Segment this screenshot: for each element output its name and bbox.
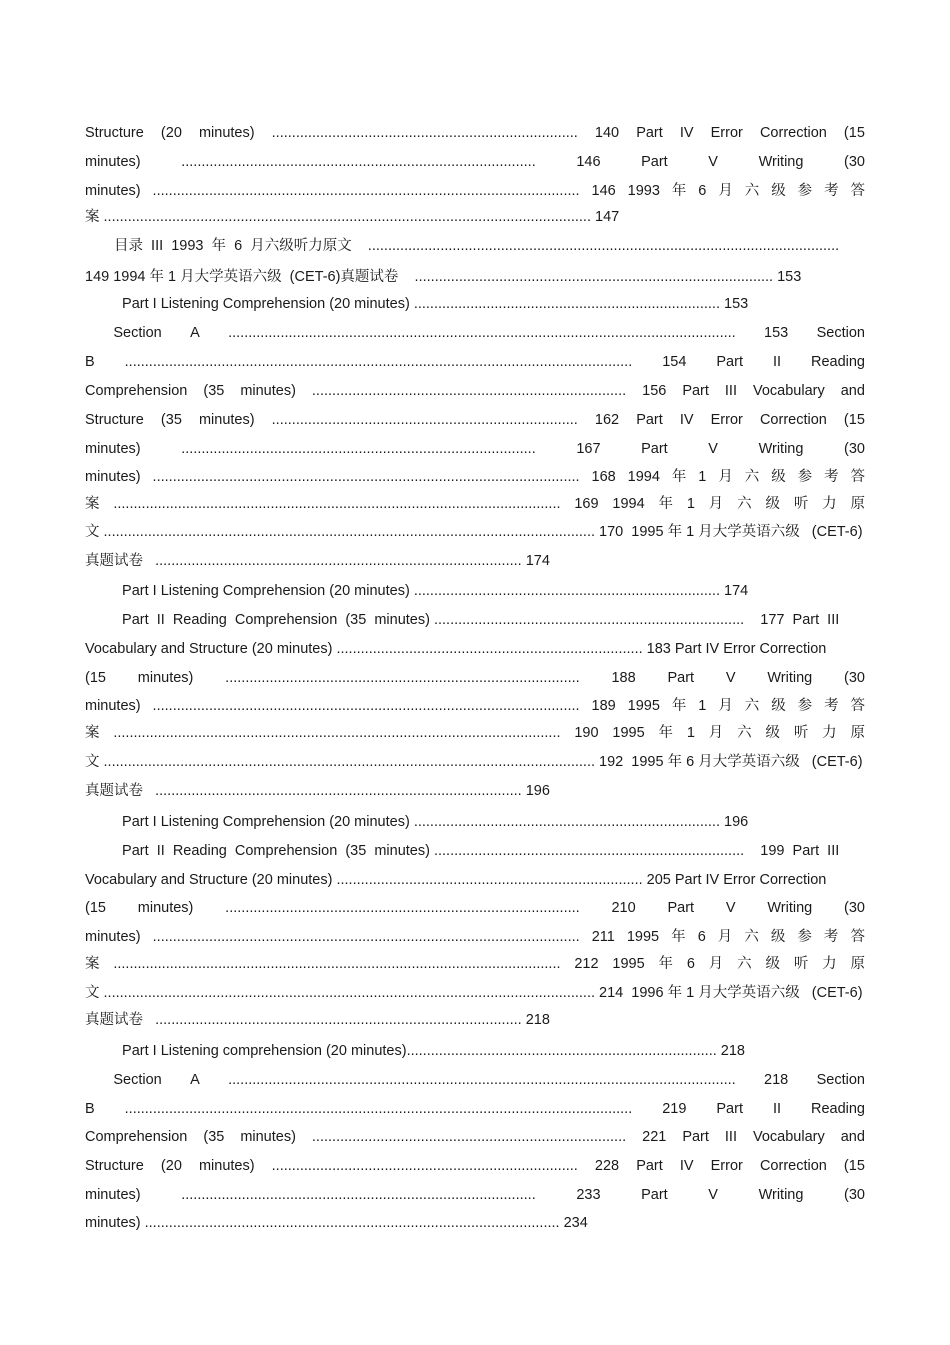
toc-line bbox=[85, 722, 865, 744]
toc-text: minutes) bbox=[85, 469, 141, 485]
toc-text: 答 bbox=[850, 469, 865, 485]
toc-line bbox=[85, 897, 865, 919]
toc-text: .............................................................................. bbox=[311, 1129, 627, 1145]
toc-text: 1994 bbox=[627, 469, 660, 485]
toc-text: Section bbox=[113, 325, 162, 341]
toc-line bbox=[85, 438, 865, 460]
toc-text: 167 bbox=[576, 441, 601, 457]
toc-text: Part I Listening comprehension (20 minutes)............................................................................. 218 bbox=[85, 1043, 745, 1059]
toc-text: 210 bbox=[611, 900, 636, 916]
toc-text: 考 bbox=[823, 929, 839, 945]
toc-text: .............................................................................................................................. bbox=[228, 1072, 736, 1088]
toc-text: Vocabulary bbox=[752, 383, 825, 399]
toc-text: ........................................................................................ bbox=[181, 1187, 536, 1203]
toc-text: 级 bbox=[765, 725, 780, 741]
toc-text: .............................................................................................................................. bbox=[228, 325, 736, 341]
toc-text: (15 bbox=[843, 412, 865, 428]
toc-text: 年 bbox=[671, 469, 687, 485]
toc-text: 1995 bbox=[612, 725, 645, 741]
toc-text: 1 bbox=[686, 725, 695, 741]
toc-text: V bbox=[725, 670, 736, 686]
toc-text: Correction bbox=[759, 1158, 827, 1174]
toc-text: (15 bbox=[85, 900, 106, 916]
toc-text: 原 bbox=[850, 956, 865, 972]
toc-line bbox=[85, 667, 865, 689]
toc-text: Correction bbox=[759, 412, 827, 428]
toc-text: Structure bbox=[85, 125, 144, 141]
toc-text: 168 bbox=[591, 469, 616, 485]
toc-text: minutes) bbox=[85, 1187, 141, 1203]
toc-text: ............................................................................................................... bbox=[113, 956, 561, 972]
toc-text: minutes) bbox=[198, 1158, 255, 1174]
toc-text: 221 bbox=[642, 1129, 667, 1145]
toc-text: 案 ......................................................................................................................... 147 bbox=[85, 209, 620, 225]
toc-text: Structure bbox=[85, 412, 144, 428]
toc-text: ........................................................................................ bbox=[225, 670, 580, 686]
toc-text: 149 1994 年 1 月大学英语六级 (CET-6)真题试卷 ......................................................................................... 153 bbox=[85, 269, 802, 285]
toc-text: V bbox=[708, 1187, 718, 1203]
toc-text: 原 bbox=[850, 496, 865, 512]
toc-text: Writing bbox=[767, 900, 813, 916]
toc-text: minutes) bbox=[85, 441, 141, 457]
toc-line bbox=[85, 235, 865, 257]
toc-text: (15 bbox=[843, 125, 865, 141]
toc-text: V bbox=[725, 900, 736, 916]
toc-text: 6 bbox=[697, 929, 706, 945]
toc-line bbox=[85, 695, 865, 717]
toc-text: Vocabulary and Structure (20 minutes) ............................................................................ 183 Part IV Error Correction bbox=[85, 641, 827, 657]
toc-text: 月 bbox=[718, 698, 733, 714]
toc-line bbox=[85, 493, 865, 515]
toc-text: minutes) bbox=[198, 412, 255, 428]
toc-line bbox=[85, 1126, 865, 1148]
toc-text: 六 bbox=[737, 956, 752, 972]
toc-text: (15 bbox=[85, 670, 106, 686]
toc-text: ........................................................................................ bbox=[181, 154, 536, 170]
toc-text: 月 bbox=[718, 469, 733, 485]
toc-text: 月 bbox=[708, 725, 724, 741]
toc-text: 211 bbox=[591, 929, 615, 945]
toc-text: 233 bbox=[576, 1187, 601, 1203]
toc-text: 1995 bbox=[612, 956, 645, 972]
toc-line bbox=[85, 751, 865, 773]
toc-text: ............................................................................ bbox=[271, 125, 578, 141]
toc-text: minutes) bbox=[198, 125, 255, 141]
toc-text: 答 bbox=[850, 929, 865, 945]
toc-text: 年 bbox=[658, 725, 674, 741]
toc-text: IV bbox=[679, 1158, 694, 1174]
toc-line bbox=[85, 466, 865, 488]
toc-text: 级 bbox=[765, 956, 780, 972]
toc-text: IV bbox=[679, 412, 694, 428]
toc-text: Vocabulary bbox=[752, 1129, 825, 1145]
toc-text: 参 bbox=[797, 929, 812, 945]
toc-text: Part bbox=[636, 412, 663, 428]
toc-line bbox=[85, 550, 865, 572]
toc-text: ............................................................................................................... bbox=[113, 725, 561, 741]
toc-text: .............................................................................................................................. bbox=[124, 1101, 633, 1117]
toc-text: minutes) bbox=[85, 183, 141, 199]
toc-text: 力 bbox=[822, 956, 837, 972]
toc-text: minutes) ....................................................................................................... 234 bbox=[85, 1215, 588, 1231]
toc-text: 1 bbox=[698, 469, 707, 485]
toc-text: (20 bbox=[160, 125, 182, 141]
toc-text: 六 bbox=[744, 183, 760, 199]
toc-text: 案 bbox=[85, 956, 100, 972]
toc-line bbox=[85, 351, 865, 373]
toc-text: (30 bbox=[844, 670, 865, 686]
toc-text: 月 bbox=[708, 496, 724, 512]
toc-text: B bbox=[85, 1101, 95, 1117]
toc-text: 1995 bbox=[627, 698, 660, 714]
toc-text: 文 .......................................................................................................................... 192 1995 年 6 月大学英语六级 (CET-6) bbox=[85, 754, 863, 770]
toc-text: 级 bbox=[770, 929, 786, 945]
toc-text: 6 bbox=[686, 956, 695, 972]
toc-text: 真题试卷 ........................................................................................... 196 bbox=[85, 783, 550, 799]
toc-text: Part II Reading Comprehension (35 minutes) ............................................................................. 177 Part III bbox=[85, 612, 840, 628]
toc-text: 1993 bbox=[627, 183, 660, 199]
toc-text: Part bbox=[641, 154, 668, 170]
toc-text: .......................................................................................................... bbox=[152, 183, 580, 199]
toc-text: II bbox=[772, 354, 782, 370]
toc-text: 考 bbox=[824, 183, 839, 199]
toc-text: Part bbox=[682, 1129, 709, 1145]
toc-text: 参 bbox=[797, 469, 813, 485]
toc-text: 212 bbox=[574, 956, 599, 972]
toc-text: minutes) bbox=[240, 1129, 296, 1145]
toc-text: V bbox=[708, 154, 718, 170]
toc-line bbox=[85, 609, 865, 631]
toc-text: 文 .......................................................................................................................... 214 1996 年 1 月大学英语六级 (CET-6) bbox=[85, 985, 863, 1001]
toc-text: (35 bbox=[160, 412, 182, 428]
toc-text: Part bbox=[716, 1101, 743, 1117]
toc-text: 月 bbox=[717, 929, 733, 945]
toc-text: 真题试卷 ........................................................................................... 174 bbox=[85, 553, 550, 569]
toc-text: Part I Listening Comprehension (20 minutes) ............................................................................ 196 bbox=[85, 814, 749, 830]
toc-text: Reading bbox=[810, 354, 865, 370]
toc-line bbox=[85, 1009, 865, 1031]
toc-text: 146 bbox=[576, 154, 601, 170]
toc-text: .......................................................................................................... bbox=[152, 929, 580, 945]
toc-line bbox=[85, 780, 865, 802]
toc-text: and bbox=[840, 1129, 865, 1145]
toc-text: (35 bbox=[203, 383, 225, 399]
toc-text: .......................................................................................................... bbox=[152, 469, 580, 485]
toc-text: 真题试卷 ........................................................................................... 218 bbox=[85, 1012, 550, 1028]
toc-text: Comprehension bbox=[85, 1129, 188, 1145]
toc-text: 228 bbox=[594, 1158, 620, 1174]
toc-line bbox=[85, 380, 865, 402]
toc-text: 案 bbox=[85, 496, 100, 512]
toc-line bbox=[85, 953, 865, 975]
toc-text: Writing bbox=[767, 670, 813, 686]
toc-text: ........................................................................................ bbox=[225, 900, 580, 916]
toc-text: minutes) bbox=[137, 670, 194, 686]
toc-text: 目录 III 1993 年 6 月六级听力原文 ..................................................................................................................... bbox=[85, 238, 840, 254]
toc-text: 参 bbox=[797, 183, 813, 199]
toc-text: 六 bbox=[744, 698, 760, 714]
toc-line bbox=[85, 1040, 865, 1062]
toc-text: 年 bbox=[671, 929, 686, 945]
toc-text: (20 bbox=[160, 1158, 182, 1174]
toc-text: 1 bbox=[698, 698, 707, 714]
toc-text: 140 bbox=[594, 125, 620, 141]
toc-text: 年 bbox=[658, 956, 674, 972]
toc-text: 考 bbox=[824, 698, 839, 714]
toc-line bbox=[85, 580, 865, 602]
toc-text: 参 bbox=[797, 698, 813, 714]
toc-text: ............................................................................................................... bbox=[113, 496, 561, 512]
toc-text: Part bbox=[636, 1158, 663, 1174]
toc-text: 原 bbox=[850, 725, 865, 741]
toc-text: 力 bbox=[822, 725, 837, 741]
toc-text: Writing bbox=[758, 1187, 804, 1203]
toc-line bbox=[85, 982, 865, 1004]
toc-text: 1 bbox=[686, 496, 695, 512]
toc-text: Error bbox=[710, 125, 743, 141]
toc-text: 188 bbox=[611, 670, 636, 686]
toc-text: Correction bbox=[759, 125, 827, 141]
toc-line bbox=[85, 811, 865, 833]
toc-text: Part bbox=[636, 125, 663, 141]
toc-text: 六 bbox=[737, 725, 752, 741]
toc-text: Section bbox=[816, 325, 865, 341]
toc-text: V bbox=[708, 441, 718, 457]
toc-text: B bbox=[85, 354, 95, 370]
toc-text: .............................................................................. bbox=[311, 383, 627, 399]
toc-line bbox=[85, 638, 865, 660]
toc-text: (30 bbox=[844, 154, 865, 170]
toc-line bbox=[85, 293, 865, 315]
toc-text: 六 bbox=[744, 469, 760, 485]
toc-line bbox=[85, 869, 865, 891]
toc-text: and bbox=[840, 383, 865, 399]
toc-text: minutes) bbox=[85, 929, 141, 945]
toc-text: Part bbox=[641, 1187, 668, 1203]
toc-text: 169 bbox=[574, 496, 599, 512]
toc-text: 146 bbox=[591, 183, 616, 199]
toc-text: Part bbox=[667, 670, 695, 686]
toc-text: (30 bbox=[844, 441, 865, 457]
toc-text: 考 bbox=[824, 469, 839, 485]
toc-line bbox=[85, 409, 865, 431]
toc-text: 级 bbox=[771, 183, 786, 199]
toc-text: Part bbox=[716, 354, 743, 370]
toc-text: IV bbox=[679, 125, 694, 141]
toc-text: A bbox=[190, 1072, 200, 1088]
toc-text: Part bbox=[641, 441, 668, 457]
toc-line bbox=[85, 1155, 865, 1177]
toc-text: 六 bbox=[744, 929, 759, 945]
toc-text: 6 bbox=[698, 183, 707, 199]
toc-text: 156 bbox=[642, 383, 667, 399]
toc-line bbox=[85, 322, 865, 344]
toc-text: minutes) bbox=[240, 383, 296, 399]
toc-line bbox=[85, 122, 865, 144]
toc-text: Part II Reading Comprehension (35 minutes) ............................................................................. 199 Part III bbox=[85, 843, 840, 859]
toc-text: 189 bbox=[591, 698, 616, 714]
toc-line bbox=[85, 521, 865, 543]
toc-text: III bbox=[724, 383, 737, 399]
toc-text: 听 bbox=[793, 725, 809, 741]
toc-text: Writing bbox=[758, 441, 804, 457]
toc-text: 154 bbox=[662, 354, 687, 370]
toc-text: 级 bbox=[771, 469, 786, 485]
toc-text: 162 bbox=[594, 412, 620, 428]
toc-line bbox=[85, 1098, 865, 1120]
toc-text: Section bbox=[816, 1072, 865, 1088]
toc-text: 答 bbox=[850, 698, 865, 714]
toc-text: Error bbox=[710, 1158, 743, 1174]
toc-text: III bbox=[724, 1129, 737, 1145]
toc-line bbox=[85, 1069, 865, 1091]
toc-text: Vocabulary and Structure (20 minutes) ............................................................................ 205 Part IV Error Correction bbox=[85, 872, 827, 888]
toc-text: 文 .......................................................................................................................... 170 1995 年 1 月大学英语六级 (CET-6) bbox=[85, 524, 863, 540]
toc-text: ........................................................................................ bbox=[181, 441, 536, 457]
toc-text: minutes) bbox=[137, 900, 194, 916]
toc-text: 218 bbox=[764, 1072, 789, 1088]
toc-text: 力 bbox=[822, 496, 837, 512]
toc-text: 219 bbox=[662, 1101, 687, 1117]
toc-text: 案 bbox=[85, 725, 100, 741]
toc-line bbox=[85, 840, 865, 862]
toc-text: 级 bbox=[771, 698, 786, 714]
toc-line bbox=[85, 926, 865, 948]
toc-line bbox=[85, 206, 865, 228]
toc-line bbox=[85, 151, 865, 173]
toc-text: .............................................................................................................................. bbox=[124, 354, 633, 370]
toc-line bbox=[85, 266, 865, 288]
toc-text: Error bbox=[710, 412, 743, 428]
toc-text: .......................................................................................................... bbox=[152, 698, 580, 714]
toc-text: Comprehension bbox=[85, 383, 188, 399]
toc-text: 190 bbox=[574, 725, 599, 741]
toc-text: 听 bbox=[793, 496, 809, 512]
toc-text: minutes) bbox=[85, 154, 141, 170]
toc-text: (30 bbox=[844, 1187, 865, 1203]
toc-text: 级 bbox=[765, 496, 780, 512]
toc-text: Reading bbox=[810, 1101, 865, 1117]
toc-text: II bbox=[772, 1101, 782, 1117]
toc-text: A bbox=[190, 325, 200, 341]
toc-text: Section bbox=[113, 1072, 162, 1088]
toc-text: 六 bbox=[737, 496, 752, 512]
toc-text: 月 bbox=[708, 956, 724, 972]
toc-text: Writing bbox=[758, 154, 804, 170]
toc-text: ............................................................................ bbox=[271, 1158, 578, 1174]
toc-line bbox=[85, 1212, 865, 1234]
toc-text: 1994 bbox=[612, 496, 645, 512]
toc-text: Part bbox=[667, 900, 695, 916]
toc-text: 1995 bbox=[626, 929, 660, 945]
toc-text: Part I Listening Comprehension (20 minutes) ............................................................................ 153 bbox=[85, 296, 749, 312]
toc-text: (35 bbox=[203, 1129, 225, 1145]
toc-text: 年 bbox=[671, 698, 687, 714]
toc-text: Part I Listening Comprehension (20 minutes) ............................................................................ 174 bbox=[85, 583, 749, 599]
toc-text: 年 bbox=[671, 183, 687, 199]
toc-text: 年 bbox=[658, 496, 674, 512]
toc-text: Part bbox=[682, 383, 709, 399]
toc-text: 答 bbox=[850, 183, 865, 199]
toc-text: (30 bbox=[844, 900, 865, 916]
toc-text: Structure bbox=[85, 1158, 144, 1174]
toc-line bbox=[85, 180, 865, 202]
toc-text: (15 bbox=[843, 1158, 865, 1174]
toc-text: 153 bbox=[764, 325, 789, 341]
toc-text: 听 bbox=[793, 956, 809, 972]
toc-line bbox=[85, 1184, 865, 1206]
toc-text: minutes) bbox=[85, 698, 141, 714]
toc-text: ............................................................................ bbox=[271, 412, 578, 428]
toc-text: 月 bbox=[718, 183, 733, 199]
